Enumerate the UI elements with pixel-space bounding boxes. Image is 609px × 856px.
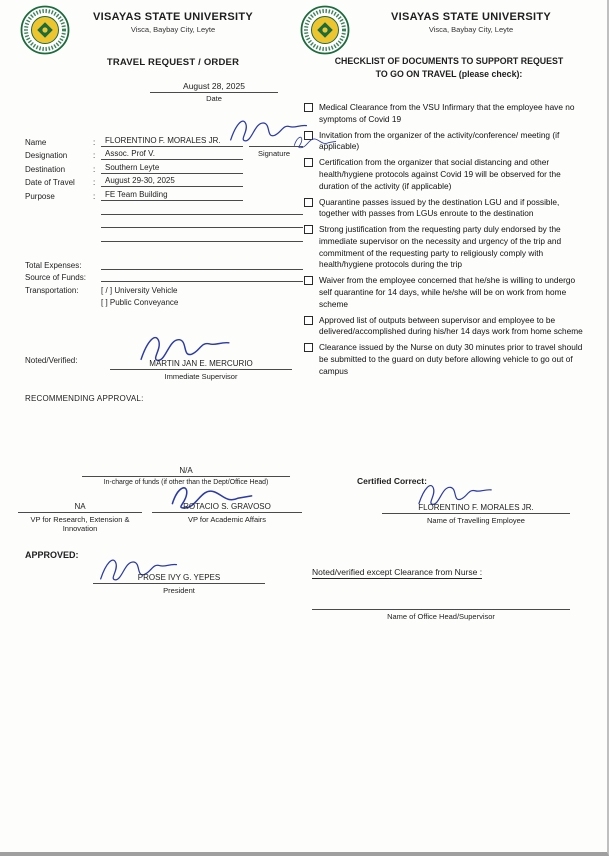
- approved-label: APPROVED:: [25, 550, 79, 560]
- vp-academic-caption: VP for Academic Affairs: [187, 514, 267, 524]
- travelling-employee-name: FLORENTINO F. MORALES JR.: [382, 503, 570, 514]
- checklist-item: [304, 315, 590, 338]
- name-value: FLORENTINO F. MORALES JR.: [101, 136, 243, 147]
- vp-academic-name: ROTACIO S. GRAVOSO: [152, 502, 302, 513]
- vsu-seal-logo-left: [20, 5, 70, 55]
- blank-row: [25, 215, 303, 229]
- field-row-name: [25, 133, 303, 147]
- checklist-item: [304, 157, 590, 192]
- checklist-title: [308, 55, 590, 81]
- left-university-name: VISAYAS STATE UNIVERSITY: [92, 11, 254, 23]
- colon: :: [93, 151, 96, 161]
- purpose-label: Purpose: [25, 191, 55, 201]
- field-row-destination: [25, 160, 303, 174]
- checkbox-quarantine-passes[interactable]: [304, 198, 313, 207]
- checklist-item: [304, 130, 590, 153]
- vp-academic-block: [152, 502, 302, 524]
- checkbox-certification[interactable]: [304, 158, 313, 167]
- left-header: [78, 11, 268, 34]
- blank-line: [101, 218, 303, 228]
- checklist-item: [304, 224, 590, 270]
- vp-research-caption-2: Innovation: [62, 523, 98, 533]
- colon: :: [93, 137, 96, 147]
- transportation-university-vehicle: [ / ] University Vehicle: [101, 285, 178, 295]
- purpose-value: FE Team Building: [101, 190, 243, 201]
- document-checklist: [304, 102, 590, 382]
- president-caption: President: [163, 585, 195, 595]
- checklist-item: [304, 342, 590, 377]
- checkbox-approved-outputs[interactable]: [304, 316, 313, 325]
- designation-label: Designation: [25, 151, 68, 161]
- date-value: August 28, 2025: [150, 81, 278, 93]
- checkbox-waiver[interactable]: [304, 276, 313, 285]
- total-expenses-value: [101, 260, 303, 270]
- travelling-employee-block: [382, 503, 570, 525]
- field-row-transportation-2: [25, 295, 303, 308]
- source-of-funds-label: Source of Funds:: [25, 273, 86, 283]
- vsu-seal-logo-right: [300, 5, 350, 55]
- right-header: [352, 11, 590, 34]
- signature-caption: Signature: [257, 149, 291, 158]
- right-university-address: Visca, Baybay City, Leyte: [428, 25, 514, 34]
- supervisor-name: MARTIN JAN E. MERCURIO: [110, 359, 292, 370]
- recommending-approval-label: RECOMMENDING APPROVAL:: [25, 394, 144, 403]
- signature-mark-item-2: [292, 126, 338, 158]
- expense-fields: [25, 257, 303, 307]
- checklist-item-text: Strong justification from the requesting party duly endorsed by the immediate supervisor on the necessity and urgency of the trip and commitment of the requesting party to religiously comply with health/hygiene protocols during the trip: [319, 224, 562, 270]
- field-row-transportation: [25, 282, 303, 295]
- checkbox-nurse-clearance[interactable]: [304, 343, 313, 352]
- colon: :: [93, 178, 96, 188]
- office-head-block: [312, 588, 570, 621]
- vp-research-value: NA: [18, 502, 142, 513]
- checklist-item: [304, 102, 590, 125]
- left-university-address: Visca, Baybay City, Leyte: [130, 25, 216, 34]
- certified-correct-label: Certified Correct:: [357, 476, 427, 486]
- blank-line: [101, 232, 303, 242]
- field-row-source-of-funds: [25, 270, 303, 283]
- noted-verified-signatory: [110, 359, 292, 381]
- date-caption: Date: [206, 94, 222, 103]
- blank-row: [25, 228, 303, 242]
- vp-research-caption-1: VP for Research, Extension &: [30, 514, 130, 524]
- date-block: [150, 81, 278, 103]
- office-head-signature-line: [312, 588, 570, 610]
- blank-row: [25, 201, 303, 215]
- travelling-employee-caption: Name of Travelling Employee: [427, 515, 525, 525]
- president-name: PROSE IVY G. YEPES: [93, 573, 265, 584]
- checklist-item-text: Clearance issued by the Nurse on duty 30 minutes prior to travel should be submitted to the guard on duty before allowing vehicle to go out of campus: [319, 342, 583, 376]
- designation-value: Assoc. Prof V.: [101, 149, 243, 160]
- field-row-travel-date: [25, 174, 303, 188]
- right-university-name: VISAYAS STATE UNIVERSITY: [390, 11, 552, 23]
- checklist-item-text: Waiver from the employee concerned that he/she is willing to undergo self quarantine for 14 days, while he/she will be on work from home scheme: [319, 275, 576, 309]
- checklist-title-line-1: CHECKLIST OF DOCUMENTS TO SUPPORT REQUEST: [334, 56, 564, 66]
- total-expenses-label: Total Expenses:: [25, 260, 82, 270]
- travel-date-value: August 29-30, 2025: [101, 176, 243, 187]
- destination-label: Destination: [25, 164, 66, 174]
- transportation-public-conveyance: [ ] Public Conveyance: [101, 298, 179, 308]
- funds-incharge-value: N/A: [82, 466, 290, 477]
- form-title: TRAVEL REQUEST / ORDER: [106, 57, 240, 68]
- checklist-item-text: Approved list of outputs between supervisor and employee to be delivered/accomplished during his/her 14 days work from home scheme: [319, 314, 583, 337]
- checklist-title-line-2: TO GO ON TRAVEL (please check):: [375, 69, 523, 80]
- president-block: [93, 573, 265, 595]
- blank-line: [101, 205, 303, 215]
- travel-date-label: Date of Travel: [25, 178, 75, 188]
- colon: :: [93, 164, 96, 174]
- field-row-purpose: [25, 187, 303, 201]
- checklist-item-text: Certification from the organizer that social distancing and other health/hygiene protocols against Covid 19 will be observed for the duration of the activity (if applicable): [319, 157, 561, 191]
- field-row-total-expenses: [25, 257, 303, 270]
- checkbox-medical-clearance[interactable]: [304, 103, 313, 112]
- funds-incharge-caption: In-charge of funds (if other than the Dept/Office Head): [103, 478, 269, 486]
- source-of-funds-value: [101, 272, 303, 282]
- noted-verified-label: Noted/Verified:: [25, 356, 78, 365]
- office-head-caption: Name of Office Head/Supervisor: [387, 612, 495, 621]
- checklist-item-text: Quarantine passes issued by the destination LGU and if possible, together with passes from LGUs enroute to the destination: [319, 196, 560, 219]
- transportation-label: Transportation:: [25, 285, 79, 295]
- colon: :: [93, 191, 96, 201]
- noted-exception-note: Noted/verified except Clearance from Nurse :: [312, 567, 483, 577]
- name-label: Name: [25, 137, 47, 147]
- checkbox-strong-justification[interactable]: [304, 225, 313, 234]
- checklist-item-text: Invitation from the organizer of the activity/conference/ meeting (if applicable): [319, 129, 560, 152]
- checklist-item-text: Medical Clearance from the VSU Infirmary that the employee have no symptoms of Covid 19: [319, 102, 575, 124]
- checklist-item: [304, 275, 590, 310]
- destination-value: Southern Leyte: [101, 163, 243, 174]
- vp-research-block: [18, 502, 142, 533]
- checklist-item: [304, 197, 590, 220]
- supervisor-title: Immediate Supervisor: [164, 371, 238, 381]
